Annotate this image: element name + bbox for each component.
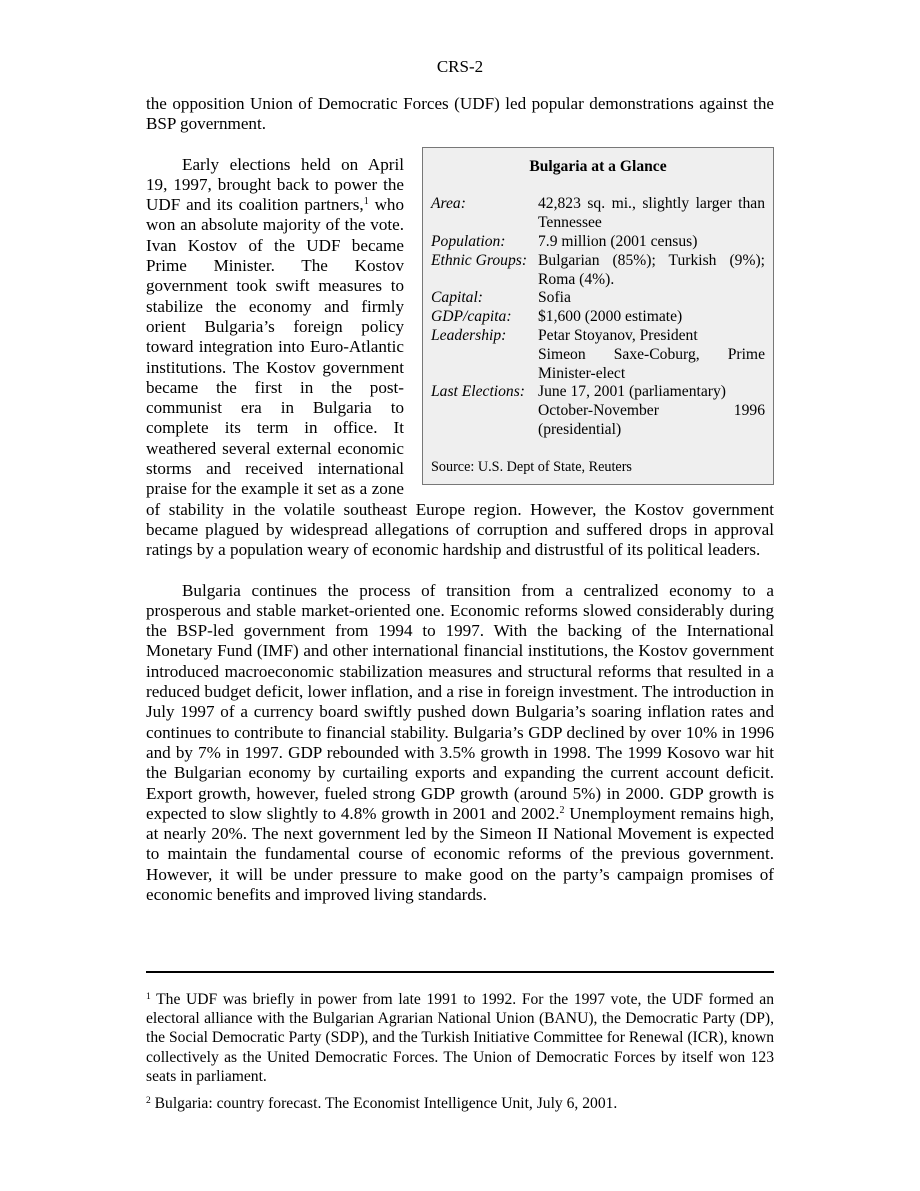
economy-text-1: Bulgaria continues the process of transition from a centralized economy to a prosperous and stable market-oriented one. Economic reforms slowed considerably during the BSP-led government from 1994 to 1997. With the backing of the International Monetary Fund (IMF) and other international financial institutions, the Kostov government introduced macroeconomic stabilization measures and structural reforms that resulted in a reduced budget deficit, lower inflation, and a rise in foreign investment. The introduction in July 1997 of a currency board swiftly pushed down Bulgaria’s soaring inflation rates and continues to contribute to financial stability. Bulgaria’s GDP declined by over 10% in 1996 and by 7% in 1997. GDP rebounded with 3.5% growth in 1998. The 1999 Kosovo war hit the Bulgarian economy by curtailing exports and expanding the current account deficit. Export growth, however, fueled strong GDP growth (around 5%) in 2000. GDP growth is expected to slow slightly to 4.8% growth in 2001 and 2002. bbox=[146, 580, 774, 823]
footnote-ref-1[interactable]: 1 bbox=[363, 196, 369, 208]
elections-values bbox=[538, 383, 765, 439]
population-value: 7.9 million (2001 census) bbox=[538, 232, 698, 250]
page-header: CRS-2 bbox=[436, 57, 484, 76]
leadership-values bbox=[538, 327, 765, 383]
glance-title: Bulgaria at a Glance bbox=[529, 157, 667, 175]
glance-box bbox=[422, 147, 774, 485]
ethnic-label: Ethnic Groups: bbox=[431, 251, 528, 269]
footnote-1-text: The UDF was briefly in power from late 1991 to 1992. For the 1997 vote, the UDF formed an electoral alliance with the Bulgarian Agrarian National Union (BANU), the Democratic Party (DP), the Social Democratic Party (SDP), and the Turkish Initiative Committee for Renewal (ICR), known collectively as the United Democratic Forces. The Union of Democratic Forces by itself won 123 seats in parliament. bbox=[146, 991, 774, 1085]
glance-row-elections bbox=[431, 383, 765, 439]
ethnic-value: Bulgarian (85%); Turkish (9%); Roma (4%). bbox=[538, 251, 765, 288]
footnote-1 bbox=[146, 990, 774, 1086]
paragraph-economy bbox=[146, 581, 774, 906]
paragraph-opposition: the opposition Union of Democratic Forces (UDF) led popular demonstrations against the BSP government. bbox=[146, 94, 774, 134]
glance-row-area bbox=[431, 195, 765, 233]
gdp-label: GDP/capita: bbox=[431, 308, 512, 326]
footnote-ref-2[interactable]: 2 bbox=[559, 804, 565, 816]
footnote-1-number: 1 bbox=[146, 992, 151, 1002]
footnote-divider bbox=[146, 971, 774, 973]
footnote-2-text: Bulgaria: country forecast. The Economist Intelligence Unit, July 6, 2001. bbox=[154, 1095, 618, 1113]
glance-row-gdp bbox=[431, 308, 765, 327]
main-text bbox=[146, 94, 774, 905]
glance-row-leadership bbox=[431, 327, 765, 383]
glance-row-capital bbox=[431, 289, 765, 308]
area-label: Area: bbox=[431, 195, 466, 213]
footnote-2 bbox=[146, 1094, 774, 1113]
elections-label: Last Elections: bbox=[431, 383, 525, 401]
glance-row-ethnic bbox=[431, 252, 765, 290]
leadership-label: Leadership: bbox=[431, 326, 507, 344]
capital-value: Sofia bbox=[538, 289, 571, 307]
elections-text-2: who won an absolute majority of the vote. Ivan Kostov of the UDF became Prime Minister. The Kostov government took swift measures to stabilize the economy and firmly orient Bulgaria’s foreign policy toward integration into Euro-Atlantic institutions. The Kostov government became the first in the post-communist era in Bulgaria to complete its term in office. It weathered several external economic storms and received international praise for the example it set as a zone of stability in the volatile southeast Europe region. However, the Kostov government became plagued by widespread allegations of corruption and suffered drops in approval ratings by a population weary of economic hardship and distrustful of its political leaders. bbox=[146, 195, 774, 560]
glance-row-population bbox=[431, 233, 765, 252]
population-label: Population: bbox=[431, 232, 506, 250]
gdp-value: $1,600 (2000 estimate) bbox=[538, 308, 683, 326]
capital-label: Capital: bbox=[431, 289, 483, 307]
footnote-2-number: 2 bbox=[146, 1096, 151, 1107]
economy-text-2: Unemployment remains high, at nearly 20%. The next government led by the Simeon II National Movement is expected to maintain the fundamental course of economic reforms of the previous government. However, it will be under pressure to make good on the party’s campaign promises of economic benefits and improved living standards. bbox=[146, 803, 774, 904]
leadership-prime-minister: Simeon Saxe-Coburg, Prime Minister-elect bbox=[538, 345, 765, 382]
elections-text-1: Early elections held on April 19, 1997, brought back to power the UDF and its coalition partners, bbox=[146, 154, 404, 215]
glance-source: Source: U.S. Dept of State, Reuters bbox=[431, 458, 632, 475]
elections-presidential: October-November 1996 (presidential) bbox=[538, 402, 765, 438]
elections-parliamentary: June 17, 2001 (parliamentary) bbox=[538, 383, 726, 401]
footnotes bbox=[146, 990, 774, 1121]
area-value: 42,823 sq. mi., slightly larger than Tennessee bbox=[538, 195, 765, 232]
leadership-president: Petar Stoyanov, President bbox=[538, 326, 698, 344]
